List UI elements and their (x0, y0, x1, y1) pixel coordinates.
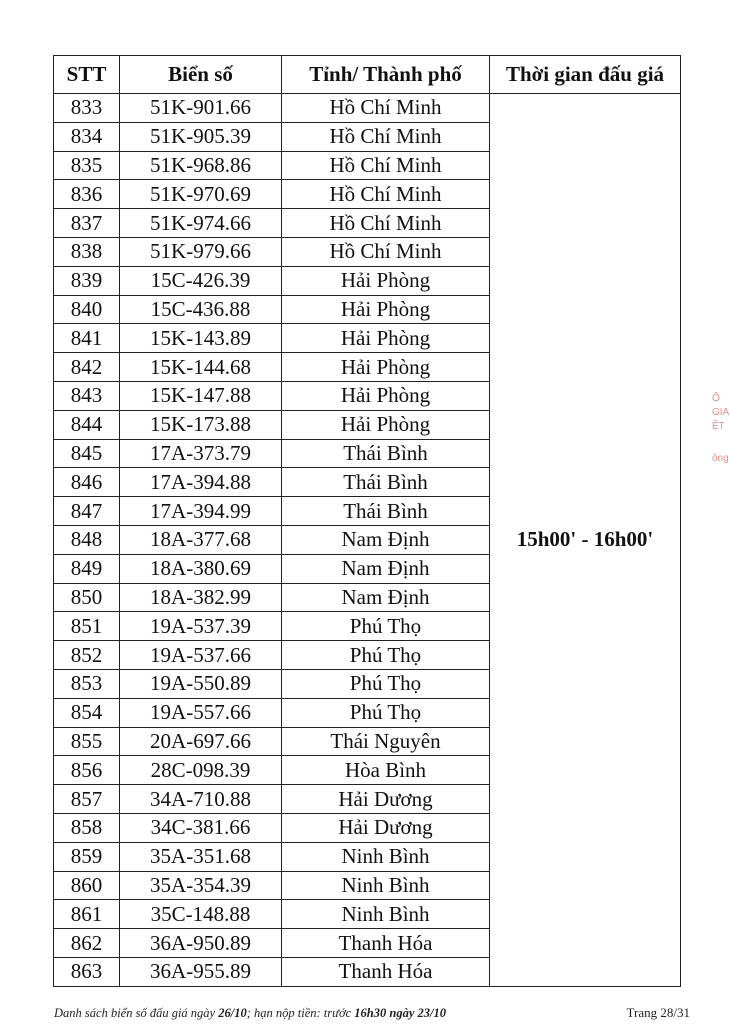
cell-stt: 834 (54, 122, 120, 151)
cell-province: Hồ Chí Minh (282, 237, 490, 266)
cell-province: Hải Phòng (282, 324, 490, 353)
cell-stt: 848 (54, 525, 120, 554)
cell-stt: 850 (54, 583, 120, 612)
cell-plate: 51K-970.69 (120, 180, 282, 209)
header-stt: STT (54, 56, 120, 94)
cell-stt: 841 (54, 324, 120, 353)
stamp-fragment: ông (712, 453, 729, 464)
header-row (54, 56, 681, 94)
cell-province: Nam Định (282, 554, 490, 583)
stamp-fragment: ỆT (712, 421, 725, 432)
cell-stt: 852 (54, 641, 120, 670)
cell-stt: 837 (54, 209, 120, 238)
cell-plate: 18A-377.68 (120, 525, 282, 554)
cell-stt: 863 (54, 957, 120, 986)
cell-plate: 35A-351.68 (120, 842, 282, 871)
cell-stt: 838 (54, 237, 120, 266)
cell-province: Hải Phòng (282, 410, 490, 439)
footer-auction-date: 26/10 (218, 1006, 247, 1020)
cell-stt: 844 (54, 410, 120, 439)
cell-stt: 846 (54, 468, 120, 497)
cell-province: Phú Thọ (282, 698, 490, 727)
cell-plate: 34C-381.66 (120, 813, 282, 842)
footer-note-prefix: Danh sách biển số đấu giá ngày (54, 1006, 219, 1020)
cell-stt: 836 (54, 180, 120, 209)
cell-plate: 51K-905.39 (120, 122, 282, 151)
cell-province: Thái Nguyên (282, 727, 490, 756)
cell-stt: 842 (54, 353, 120, 382)
cell-plate: 34A-710.88 (120, 785, 282, 814)
cell-plate: 51K-901.66 (120, 94, 282, 123)
cell-stt: 833 (54, 94, 120, 123)
table-row (54, 94, 681, 123)
cell-plate: 51K-968.86 (120, 151, 282, 180)
cell-province: Hải Phòng (282, 295, 490, 324)
cell-plate: 36A-950.89 (120, 929, 282, 958)
cell-stt: 857 (54, 785, 120, 814)
cell-stt: 840 (54, 295, 120, 324)
cell-province: Phú Thọ (282, 641, 490, 670)
cell-plate: 18A-380.69 (120, 554, 282, 583)
auction-time-cell: 15h00' - 16h00' (490, 94, 681, 987)
cell-province: Nam Định (282, 583, 490, 612)
cell-province: Thái Bình (282, 468, 490, 497)
cell-plate: 19A-537.39 (120, 612, 282, 641)
cell-province: Hải Dương (282, 785, 490, 814)
cell-province: Thanh Hóa (282, 929, 490, 958)
page-number: Trang 28/31 (626, 1005, 690, 1020)
cell-province: Ninh Bình (282, 871, 490, 900)
cell-plate: 17A-373.79 (120, 439, 282, 468)
plates-table (53, 55, 681, 987)
cell-stt: 861 (54, 900, 120, 929)
cell-stt: 860 (54, 871, 120, 900)
stamp-fragment: GIA (712, 407, 730, 418)
footer-deadline: 16h30 ngày 23/10 (354, 1006, 446, 1020)
cell-province: Hải Phòng (282, 266, 490, 295)
cell-province: Phú Thọ (282, 612, 490, 641)
cell-stt: 835 (54, 151, 120, 180)
cell-province: Hồ Chí Minh (282, 209, 490, 238)
cell-stt: 859 (54, 842, 120, 871)
cell-province: Thái Bình (282, 439, 490, 468)
cell-province: Hòa Bình (282, 756, 490, 785)
cell-stt: 851 (54, 612, 120, 641)
header-province: Tỉnh/ Thành phố (282, 56, 490, 94)
cell-plate: 15K-144.68 (120, 353, 282, 382)
cell-plate: 15K-147.88 (120, 381, 282, 410)
cell-plate: 18A-382.99 (120, 583, 282, 612)
cell-plate: 15C-436.88 (120, 295, 282, 324)
cell-stt: 839 (54, 266, 120, 295)
cell-province: Nam Định (282, 525, 490, 554)
cell-province: Thái Bình (282, 497, 490, 526)
cell-province: Ninh Bình (282, 842, 490, 871)
cell-province: Hải Phòng (282, 381, 490, 410)
header-auction-time: Thời gian đấu giá (490, 56, 681, 94)
stamp-fragment: Ô (712, 393, 720, 404)
cell-stt: 855 (54, 727, 120, 756)
cell-stt: 856 (54, 756, 120, 785)
cell-plate: 28C-098.39 (120, 756, 282, 785)
cell-plate: 51K-974.66 (120, 209, 282, 238)
cell-province: Hồ Chí Minh (282, 151, 490, 180)
cell-stt: 862 (54, 929, 120, 958)
cell-plate: 35A-354.39 (120, 871, 282, 900)
cell-stt: 849 (54, 554, 120, 583)
cell-province: Phú Thọ (282, 669, 490, 698)
cell-plate: 35C-148.88 (120, 900, 282, 929)
cell-plate: 20A-697.66 (120, 727, 282, 756)
cell-plate: 17A-394.99 (120, 497, 282, 526)
cell-province: Ninh Bình (282, 900, 490, 929)
red-stamp (712, 352, 730, 492)
cell-plate: 36A-955.89 (120, 957, 282, 986)
footer-note-middle: ; hạn nộp tiền: trước (246, 1006, 355, 1020)
cell-plate: 17A-394.88 (120, 468, 282, 497)
cell-plate: 15C-426.39 (120, 266, 282, 295)
cell-stt: 847 (54, 497, 120, 526)
cell-plate: 15K-173.88 (120, 410, 282, 439)
cell-province: Hồ Chí Minh (282, 94, 490, 123)
cell-plate: 19A-550.89 (120, 669, 282, 698)
cell-province: Hồ Chí Minh (282, 122, 490, 151)
cell-stt: 858 (54, 813, 120, 842)
cell-plate: 15K-143.89 (120, 324, 282, 353)
cell-stt: 845 (54, 439, 120, 468)
cell-plate: 19A-557.66 (120, 698, 282, 727)
cell-stt: 854 (54, 698, 120, 727)
cell-province: Hải Phòng (282, 353, 490, 382)
cell-plate: 19A-537.66 (120, 641, 282, 670)
cell-province: Thanh Hóa (282, 957, 490, 986)
footer-note (54, 1006, 446, 1021)
header-plate: Biển số (120, 56, 282, 94)
cell-province: Hải Dương (282, 813, 490, 842)
cell-plate: 51K-979.66 (120, 237, 282, 266)
cell-stt: 853 (54, 669, 120, 698)
cell-province: Hồ Chí Minh (282, 180, 490, 209)
cell-stt: 843 (54, 381, 120, 410)
